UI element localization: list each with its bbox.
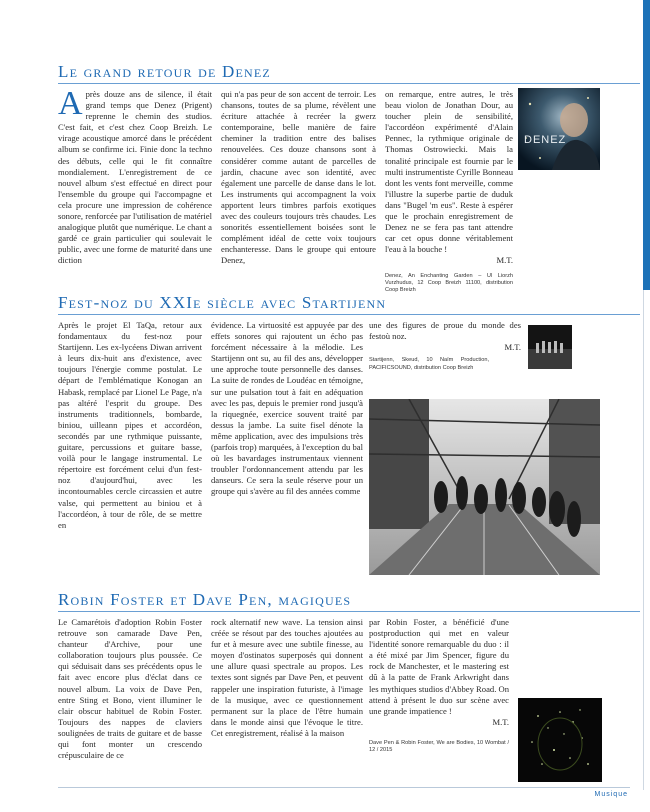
article-column-1 <box>58 320 202 531</box>
article-column-2 <box>221 89 376 267</box>
page-edge-rule <box>643 290 644 790</box>
article-title: Le grand retour de Denez <box>58 62 271 81</box>
column-text: rock alternatif new wave. La tension ainsi créée se résout par des touches ajoutées au fur et à mesure avec une subtile finesse, au moyen d'ostinatos superposés qui donnent une allure quasi spectrale au propos. Les textes sont signés par Dave Pen, et peuvent rappeler une inspiration futuriste, à l'image de la musique, avec ce questionnement permanent sur la place de l'être humain dans le monde ainsi que l'évoque le titre. Cet enregistrement, réalisé à la maison <box>211 617 363 738</box>
column-text: une des figures de proue du monde des festoù noz. <box>369 320 521 342</box>
title-rule <box>58 314 640 315</box>
album-credit: Dave Pen & Robin Foster, We are Bodies, 10 Wombat / 12 / 2015 <box>369 739 509 754</box>
article-denez <box>58 62 640 294</box>
author-signature: M.T. <box>496 255 513 266</box>
article-title: Robin Foster et Dave Pen, magiques <box>58 590 352 609</box>
cover-art <box>518 88 600 170</box>
column-text: on remarque, entre autres, le très beau violon de Jonathan Dour, au toucher plein de sensibilité, l'accordéon expérimenté d'Alain Pennec, la rythmique originale de Thomas Ostrowiecki. Mais la tonalité principale est fournie par le multi instrumentiste Cyrille Bonneau dont les vents font merveille, comme l'illustre la superbe partie de duduk dans "Bugel 'm eus". Reste à espérer que le prochain enregistrement de Denez ne se fera pas tant attendre car cet opus donne véritablement l'eau à la bouche ! <box>385 89 513 255</box>
dropcap: A <box>58 85 83 122</box>
section-tab-marker <box>643 0 650 290</box>
article-column-3 <box>369 320 521 372</box>
band-photo-art <box>369 399 600 575</box>
author-signature: M.T. <box>504 342 521 353</box>
cover-art <box>528 325 572 369</box>
album-cover-robin-foster <box>518 698 602 782</box>
footer-section-label: Musique <box>594 791 628 798</box>
album-cover-denez <box>518 88 600 170</box>
article-title <box>58 293 386 313</box>
article-column-2 <box>211 320 363 498</box>
footer-rule <box>58 787 630 788</box>
author-signature: M.T. <box>492 716 509 727</box>
article-column-2 <box>211 617 363 739</box>
column-text: près douze ans de silence, il était grand temps que Denez (Prigent) reprenne le chemin des studios. C'est fait, et c'est chez Coop Breizh. Le virage acoustique amorcé dans le précédent album se confirme ici. Finie donc la techno des débuts, celle qui le fit connaître mondialement. L'enregistrement de ce nouvel album s'est effectué en direct pour l'ensemble du groupe qui l'accompagne et cela procure une impression de cohérence sonore, renforcée par l'utilisation de matériel analogique plutôt que numérique. Le chant a gardé ce grain particulier qui soulevait le public, avec une forme de maturité dans une diction <box>58 89 212 266</box>
article-column-1 <box>58 85 212 267</box>
album-credit: Startijenn, Skeud, 10 Naïm Production, PACIFICSOUND, distribution Coop Breizh <box>369 357 489 371</box>
article-column-1 <box>58 617 202 761</box>
album-cover-startijenn <box>528 325 572 369</box>
column-text: Le Camarétois d'adoption Robin Foster retrouve son camarade Dave Pen, chanteur d'Archive, pour une collaboration toujours plus poussée. Ce qui séduisait dans ses précédents opus le fait avec encore plus d'éclat dans ce nouvel album. La voix de Dave Pen, entre Sting et Bono, vient illuminer le clair obscur habituel de Robin Foster. Toujours des nappes de claviers soulignées de traits de guitare et de basse qui font monter un crescendo crépusculaire de ce <box>58 617 202 761</box>
album-credit: Denez, An Enchanting Garden – Ul Liorzh Vurzhudus, 12 Coop Breizh 11100, distribution Coop Breizh <box>385 272 513 294</box>
title-text: Fest-noz du XXIe siècle avec Startijenn <box>58 293 387 312</box>
cover-title: DENEZ <box>524 134 567 146</box>
band-photo <box>369 399 600 575</box>
title-rule <box>58 83 640 84</box>
article-robin-foster <box>58 590 640 785</box>
article-column-3 <box>369 617 509 755</box>
article-column-3 <box>385 89 513 295</box>
column-text: évidence. La virtuosité est appuyée par des effets sonores qui rajoutent un écho pas forcément nécessaire à la mélodie. Les Startijenn ont su, au fil des ans, développer une approche toute personnelle des danses. La suite de rondes de Loudéac en témoigne, sur une pulsation tout à fait en adéquation avec les pas, depuis le premier rond jusqu'à la riquegnée, exercice souvent traité par dessus la jambe. La suite fisel dénote la même application, avec des impulsions très (parfois trop) marquées, à l'exception du bal où les bavardages instrumentaux viennent troubler l'ordonnancement attendu par les danseurs. Ce sera la seule réserve pour un groupe qui s'avère au fil des années comme <box>211 320 363 497</box>
column-text: par Robin Foster, a bénéficié d'une postproduction qui met en valeur l'identité sonore remarquable du duo : il a été mixé par Jim Spencer, figure du rock de Manchester, et le mastering est dû à la patte de Frank Arkwright dans les mythiques studios d'Abbey Road. On attend à présent le duo sur scène avec une grande impatience ! <box>369 617 509 716</box>
column-text: qui n'a pas peur de son accent de terroir. Les chansons, toutes de sa plume, révèlent une écriture attachée à recréer la gwerz contemporaine, belle manière de faire cheminer la tradition entre des balises renouvelées. Ces douze chansons sont à considérer comme autant de parcelles de jardin, chacune avec son identité, avec également une parcelle de danse dans le lot. Les instruments qui accompagnent la voix apportent leurs timbres parfois exotiques avec des couleurs toujours très chaudes. Les sonorités essentiellement boisées sont le complément idéal de cette voix toujours enchanteresse. Dans le groupe qui entoure Denez, <box>221 89 376 266</box>
article-startijenn <box>58 293 640 568</box>
title-rule <box>58 611 640 612</box>
column-text: Après le projet El TaQa, retour aux fondamentaux du fest-noz pour Startijenn. Les ex-lycéens Diwan arrivent à leurs dix-huit ans d'existence, avec toujours l'énergie comme postulat. Le départ de l'emblématique Konogan an Habask, remplacé par Lionel Le Page, n'a pas altéré l'esprit du groupe. Des instruments traditionnels, bombarde, biniou, uilleann pipes et accordéon, secondés par une rythmique puissante, guitare, percussions et guitare basse, voilà pour le langage instrumental. Le répertoire est forcément celui d'un fest-noz d'aujourd'hui, avec les incontournables cercle circassien et autre valse, qui permettent au biniou et à l'accordéon, à tour de rôle, de se mettre en <box>58 320 202 530</box>
cover-art <box>518 698 602 782</box>
